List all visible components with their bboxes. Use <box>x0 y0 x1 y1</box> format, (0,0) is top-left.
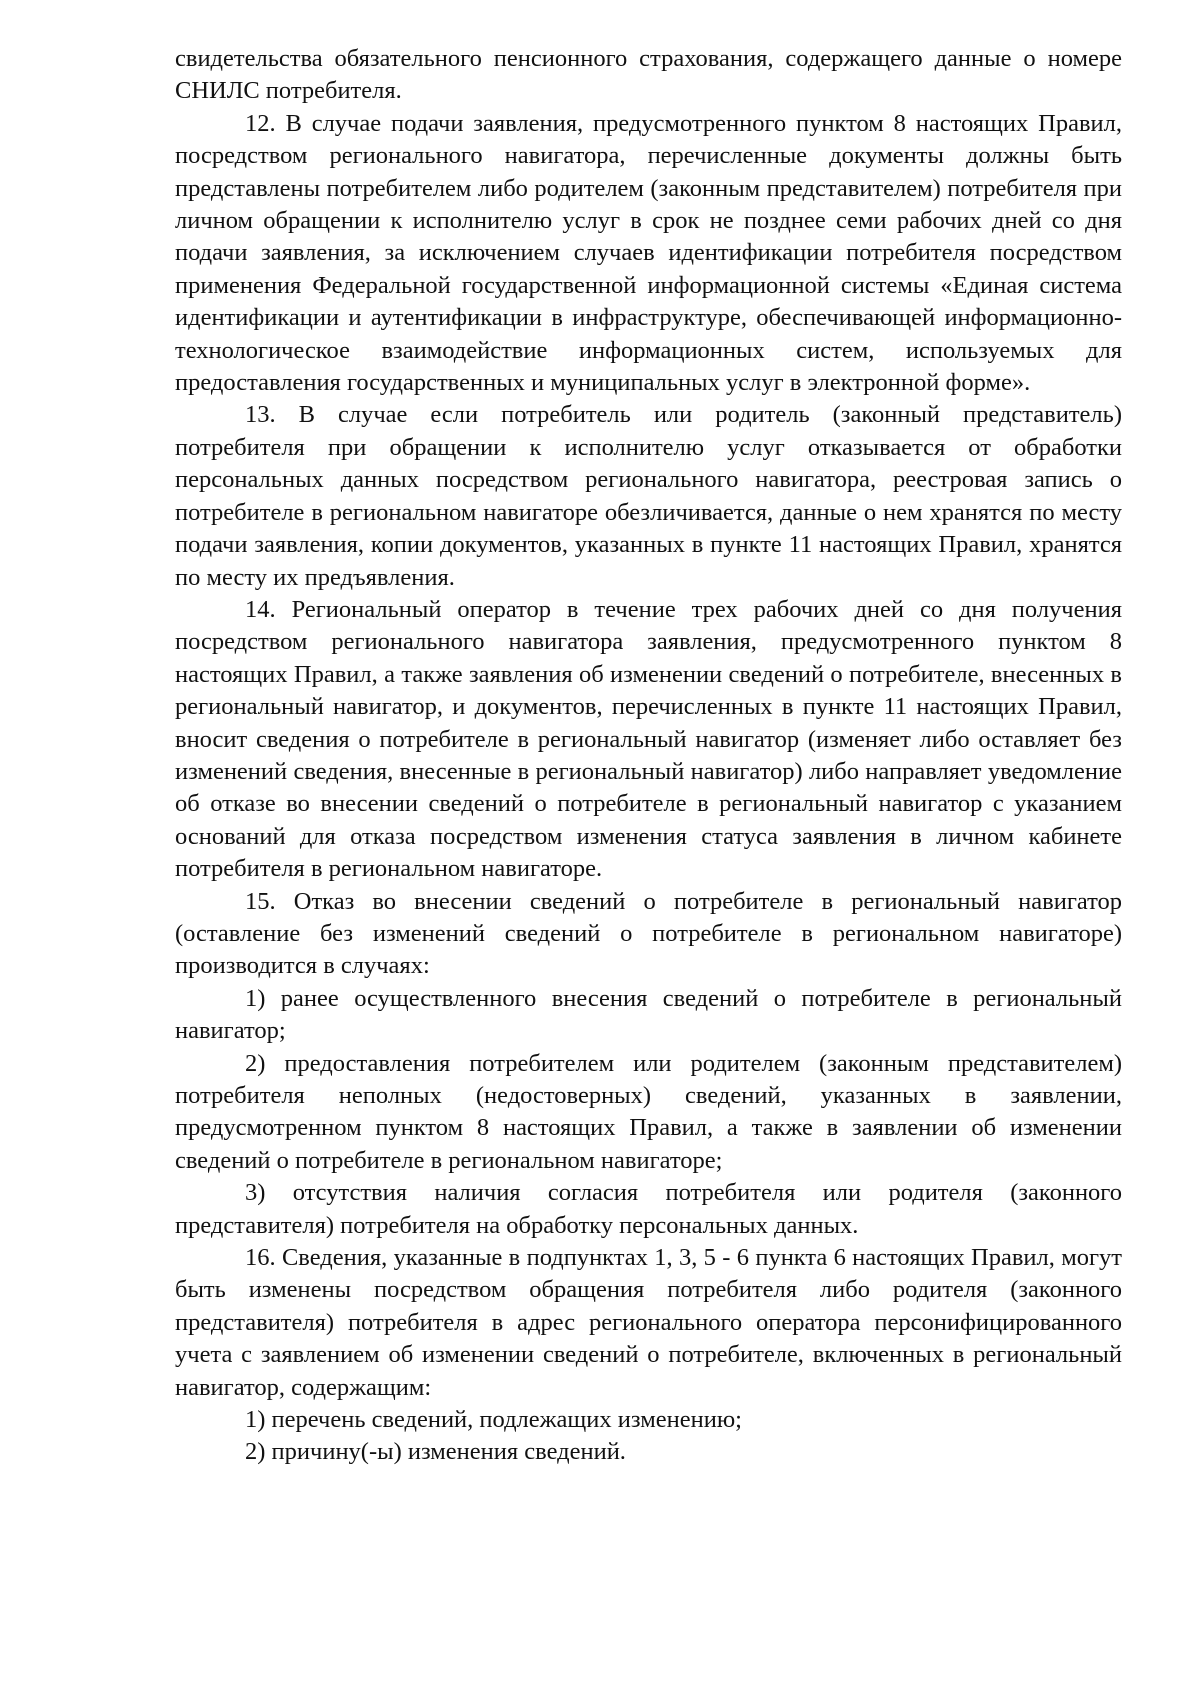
paragraph-continuation: свидетельства обязательного пенсионного страхования, содержащего данные о номере СНИЛС потребителя. <box>175 45 1122 105</box>
paragraph-15-item-2: 2) предоставления потребителем или родителем (законным представителем) потребителя неполных (недостоверных) сведений, указанных в заявлении, предусмотренном пунктом 8 настоящих Правил, а также в заявлении об изменении сведений о потребителе в региональном навигаторе; <box>175 1049 1122 1174</box>
paragraph-15-item-3: 3) отсутствия наличия согласия потребителя или родителя (законного представителя) потребителя на обработку персональных данных. <box>175 1179 1122 1239</box>
paragraph-16-item-2: 2) причину(-ы) изменения сведений. <box>245 1438 626 1466</box>
paragraph-13: 13. В случае если потребитель или родитель (законный представитель) потребителя при обращении к исполнителю услуг отказывается от обработки персональных данных посредством регионального навигатора, реестровая запись о потребителе в региональном навигаторе обезличивается, данные о нем хранятся по месту подачи заявления, копии документов, указанных в пункте 11 настоящих Правил, хранятся по месту их предъявления. <box>175 401 1122 591</box>
paragraph-14: 14. Региональный оператор в течение трех рабочих дней со дня получения посредством регионального навигатора заявления, предусмотренного пунктом 8 настоящих Правил, а также заявления об изменении сведений о потребителе, внесенных в региональный навигатор, и документов, перечисленных в пункте 11 настоящих Правил, вносит сведения о потребителе в региональный навигатор (изменяет либо оставляет без изменений сведения, внесенные в региональный навигатор) либо направляет уведомление об отказе во внесении сведений о потребителе в региональный навигатор с указанием оснований для отказа посредством изменения статуса заявления в личном кабинете потребителя в региональном навигаторе. <box>175 595 1122 883</box>
paragraph-12: 12. В случае подачи заявления, предусмотренного пунктом 8 настоящих Правил, посредством регионального навигатора, перечисленные документы должны быть представлены потребителем либо родителем (законным представителем) потребителя при личном обращении к исполнителю услуг в срок не позднее семи рабочих дней со дня подачи заявления, за исключением случаев идентификации потребителя посредством применения Федеральной государственной информационной системы «Единая система идентификации и аутентификации в инфраструктуре, обеспечивающей информационно-технологическое взаимодействие информационных систем, используемых для предоставления государственных и муниципальных услуг в электронной форме». <box>175 109 1122 397</box>
paragraph-16: 16. Сведения, указанные в подпунктах 1, 3, 5 - 6 пункта 6 настоящих Правил, могут быть изменены посредством обращения потребителя либо родителя (законного представителя) потребителя в адрес регионального оператора персонифицированного учета с заявлением об изменении сведений о потребителе, включенных в региональный навигатор, содержащим: <box>175 1244 1122 1401</box>
paragraph-16-item-1: 1) перечень сведений, подлежащих изменению; <box>245 1406 742 1434</box>
paragraph-15: 15. Отказ во внесении сведений о потребителе в региональный навигатор (оставление без изменений сведений о потребителе в региональном навигаторе) производится в случаях: <box>175 887 1122 980</box>
paragraph-15-item-1: 1) ранее осуществленного внесения сведений о потребителе в региональный навигатор; <box>175 984 1122 1045</box>
